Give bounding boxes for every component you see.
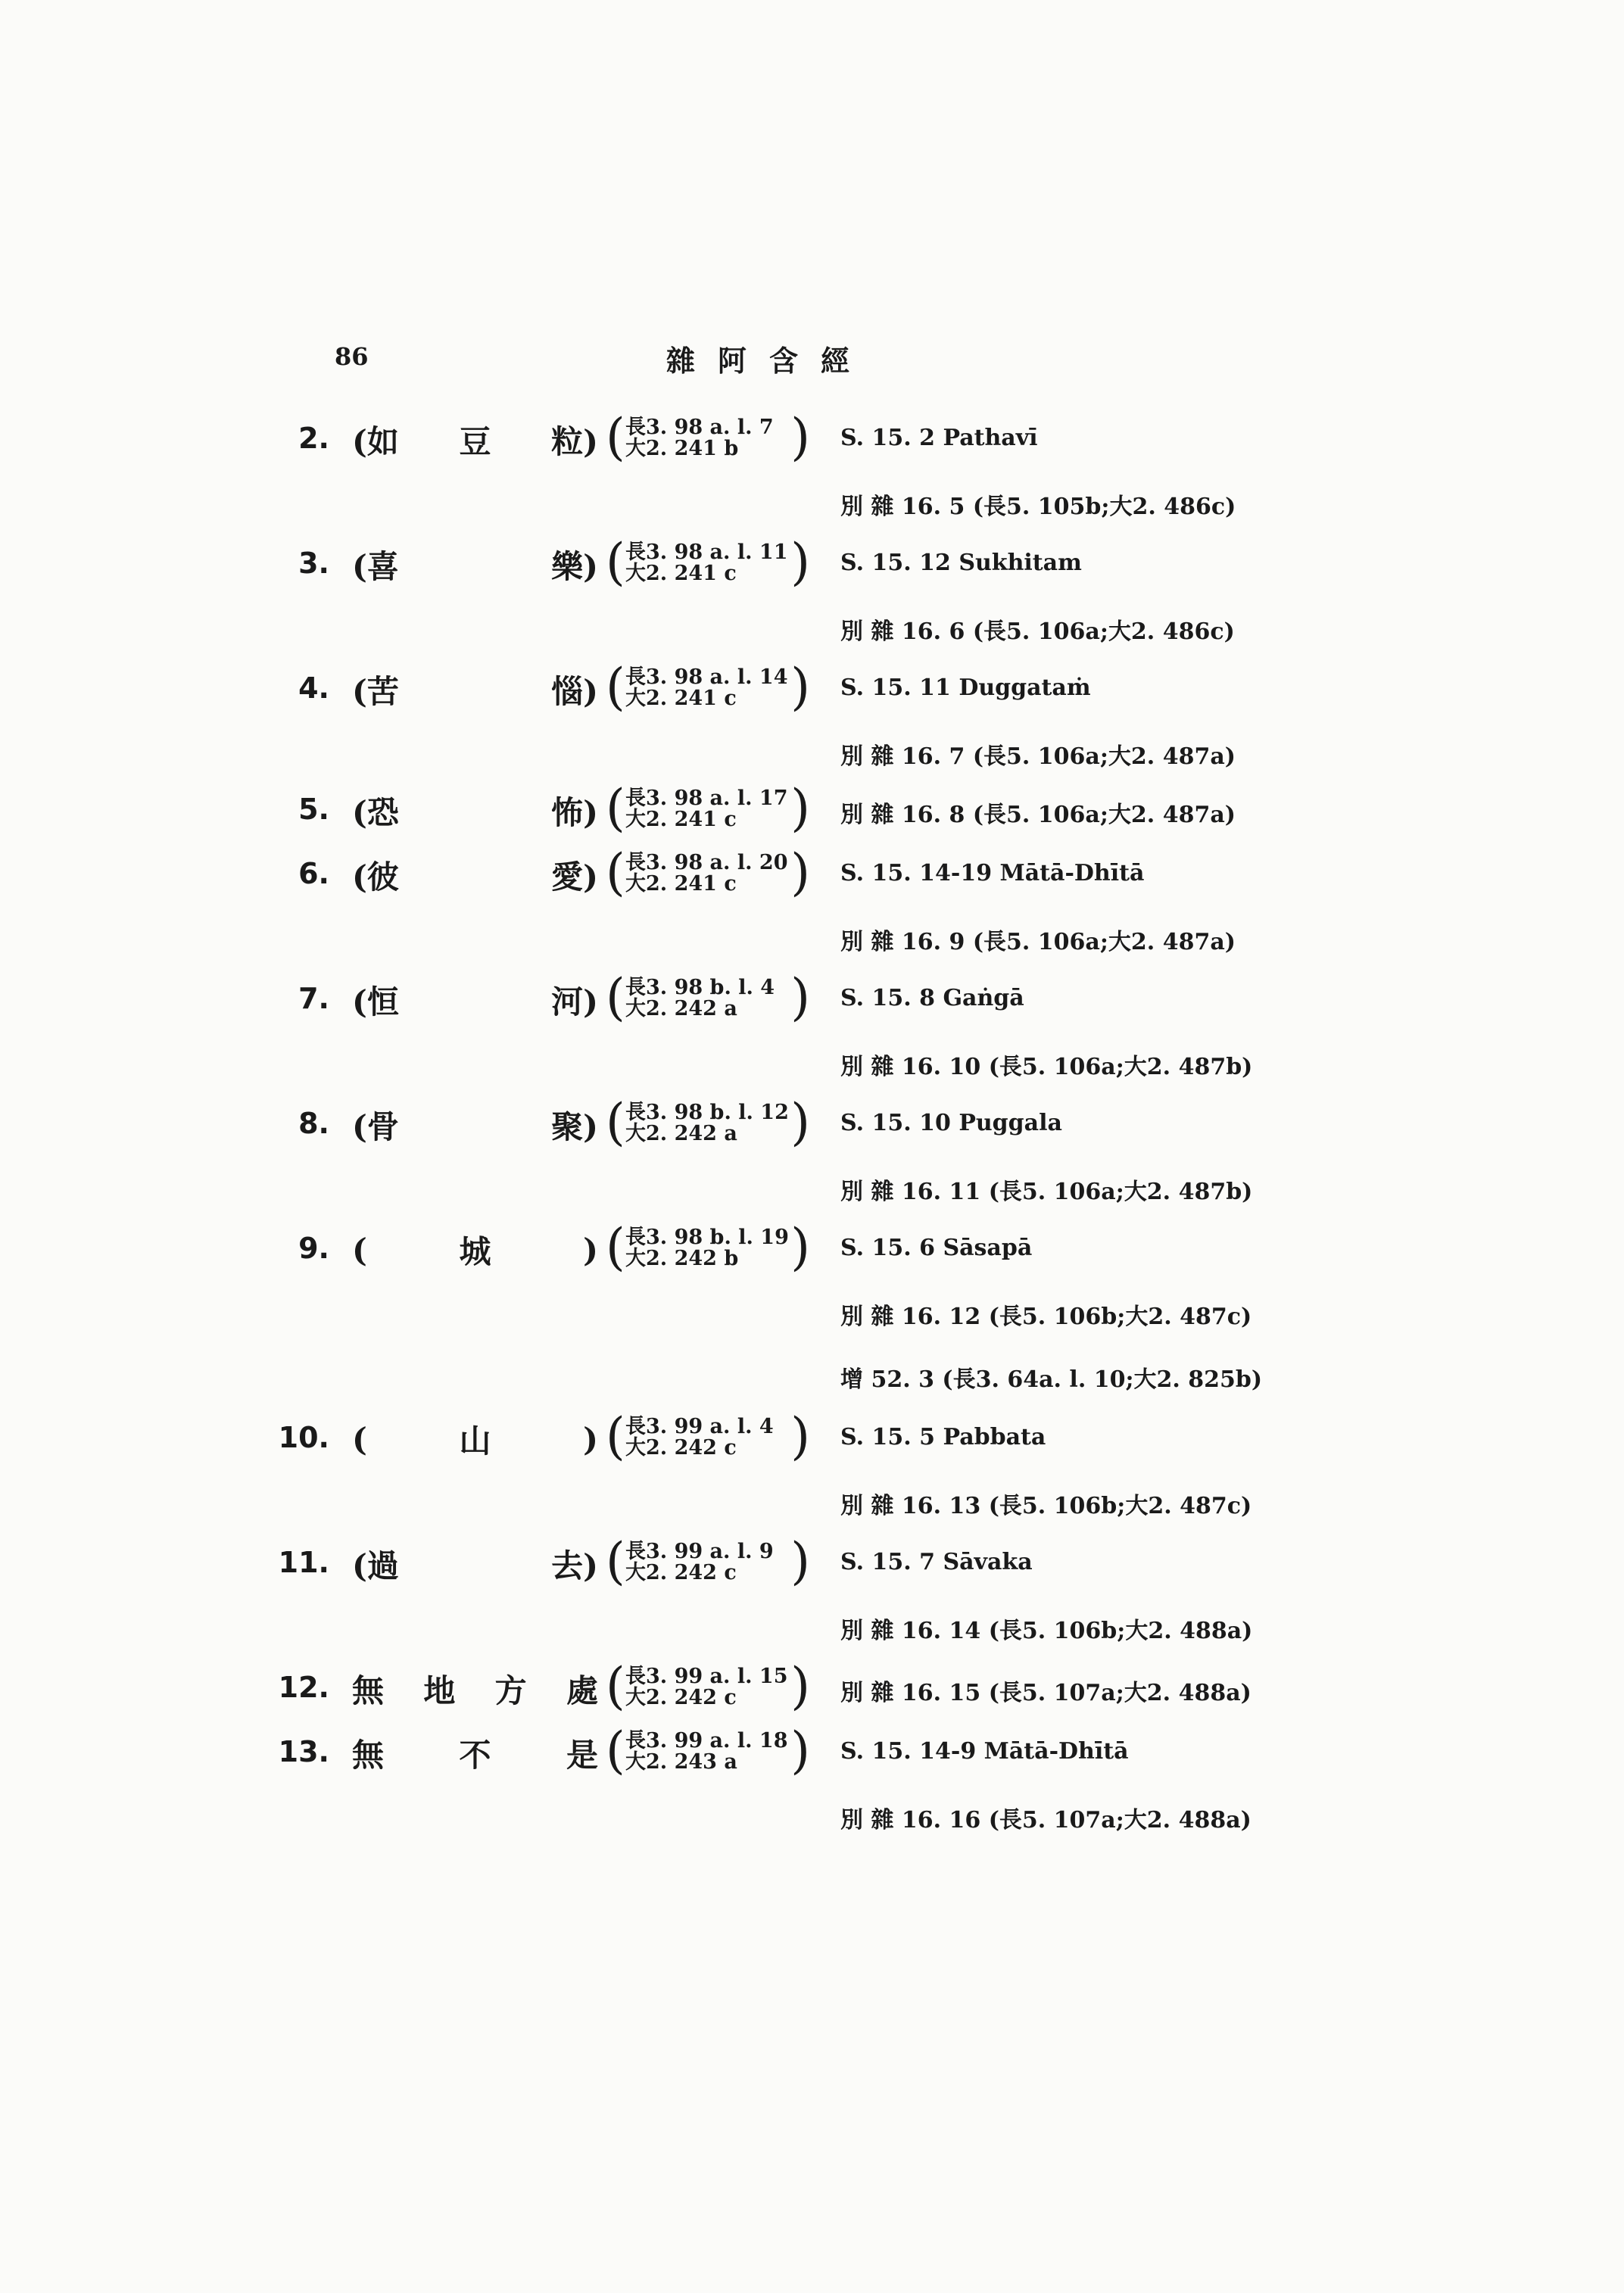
reference-top-line: 長3. 98 a. l. 7 bbox=[625, 416, 774, 439]
entry-row bbox=[0, 1218, 1624, 1393]
parallel-reference: S. 15. 12 Sukhitam bbox=[840, 550, 1082, 576]
entry-title-char: 不 bbox=[459, 1737, 491, 1774]
parallel-reference: S. 15. 14-19 Mātā-Dhītā bbox=[840, 860, 1145, 886]
entry-title-char: (恒 bbox=[352, 983, 399, 1020]
parallel-reference: 別 雜 16. 11 (長5. 106a;大2. 487b) bbox=[840, 1179, 1253, 1205]
parallel-reference: S. 15. 2 Pathavī bbox=[840, 425, 1038, 451]
reference-top-line: 長3. 98 a. l. 14 bbox=[625, 665, 788, 689]
reference-open-paren: ( bbox=[606, 658, 625, 716]
parallel-reference: 別 雜 16. 9 (長5. 106a;大2. 487a) bbox=[840, 929, 1236, 955]
reference-close-paren: ) bbox=[790, 1721, 810, 1780]
entry-title-char: 聚) bbox=[551, 1108, 598, 1145]
entry-row bbox=[0, 1721, 1624, 1833]
entry-number: 12. bbox=[278, 1671, 329, 1704]
entry-title-char: 豆 bbox=[459, 423, 491, 460]
entry-number: 3. bbox=[298, 547, 329, 580]
reference-open-paren: ( bbox=[606, 1532, 625, 1590]
parallel-reference: 別 雜 16. 6 (長5. 106a;大2. 486c) bbox=[840, 618, 1235, 645]
page-number: 86 bbox=[335, 342, 369, 371]
entry-reference bbox=[606, 1093, 810, 1151]
entry-title-char: 惱) bbox=[551, 673, 598, 710]
reference-close-paren: ) bbox=[790, 1407, 810, 1466]
reference-top-line: 長3. 99 a. l. 18 bbox=[625, 1729, 788, 1752]
parallel-reference: S. 15. 10 Puggala bbox=[840, 1110, 1062, 1136]
parallel-reference: 增 52. 3 (長3. 64a. l. 10;大2. 825b) bbox=[840, 1366, 1263, 1393]
entry-title-char: 城 bbox=[459, 1233, 491, 1270]
reference-open-paren: ( bbox=[606, 779, 625, 837]
entry-number: 10. bbox=[278, 1421, 329, 1454]
entry-title-char: 樂) bbox=[551, 548, 598, 585]
reference-open-paren: ( bbox=[606, 1721, 625, 1780]
reference-open-paren: ( bbox=[606, 533, 625, 591]
entry-number: 11. bbox=[278, 1546, 329, 1579]
entry-reference bbox=[606, 1407, 810, 1466]
reference-top-line: 長3. 98 a. l. 17 bbox=[625, 787, 788, 810]
page-title: 雜阿含經 bbox=[666, 344, 873, 378]
entry-title-char: ) bbox=[583, 1231, 598, 1269]
entry-title-char: ) bbox=[583, 1420, 598, 1458]
entry-title-char: 河) bbox=[551, 983, 598, 1020]
entry-row bbox=[0, 1093, 1624, 1205]
parallel-reference: S. 15. 5 Pabbata bbox=[840, 1424, 1046, 1450]
reference-bottom-line: 大2. 242 a bbox=[625, 997, 737, 1020]
reference-top-line: 長3. 99 a. l. 4 bbox=[625, 1415, 774, 1438]
reference-close-paren: ) bbox=[790, 968, 810, 1027]
entry-reference bbox=[606, 533, 810, 591]
entry-title bbox=[352, 1418, 598, 1460]
entry-number: 2. bbox=[298, 422, 329, 455]
reference-close-paren: ) bbox=[790, 1657, 810, 1715]
entry-title bbox=[352, 419, 598, 461]
reference-open-paren: ( bbox=[606, 843, 625, 902]
reference-close-paren: ) bbox=[790, 658, 810, 716]
parallel-reference: S. 15. 14-9 Mātā-Dhītā bbox=[840, 1738, 1129, 1765]
entry-title-char: 粒) bbox=[551, 423, 598, 460]
reference-top-line: 長3. 98 a. l. 11 bbox=[625, 541, 788, 564]
entry-title-char: (骨 bbox=[352, 1108, 399, 1145]
entry-title bbox=[352, 1732, 598, 1774]
entry-title-char: 處 bbox=[566, 1672, 598, 1709]
entry-number: 8. bbox=[298, 1107, 329, 1140]
entry-number: 9. bbox=[298, 1232, 329, 1265]
entry-title-char: 去) bbox=[551, 1547, 598, 1584]
entry-reference bbox=[606, 1721, 810, 1780]
reference-top-line: 長3. 99 a. l. 9 bbox=[625, 1540, 774, 1563]
entry-number: 6. bbox=[298, 857, 329, 890]
reference-close-paren: ) bbox=[790, 1218, 810, 1276]
entry-title-char: ( bbox=[352, 1231, 367, 1269]
entry-row bbox=[0, 408, 1624, 520]
entry-reference bbox=[606, 1657, 810, 1715]
reference-bottom-line: 大2. 242 c bbox=[625, 1686, 737, 1709]
entry-title bbox=[352, 1668, 598, 1710]
parallel-reference: S. 15. 6 Sāsapā bbox=[840, 1235, 1033, 1261]
entry-title-char: 地 bbox=[423, 1672, 456, 1709]
entry-title-char: 無 bbox=[352, 1672, 385, 1709]
reference-close-paren: ) bbox=[790, 1532, 810, 1590]
parallel-reference: 別 雜 16. 16 (長5. 107a;大2. 488a) bbox=[840, 1807, 1252, 1833]
entry-reference bbox=[606, 408, 810, 466]
reference-close-paren: ) bbox=[790, 533, 810, 591]
reference-bottom-line: 大2. 243 a bbox=[625, 1750, 737, 1774]
entry-title bbox=[352, 668, 598, 711]
entry-row bbox=[0, 1407, 1624, 1519]
entry-title-char: ( bbox=[352, 1420, 367, 1458]
entry-row bbox=[0, 779, 1624, 837]
reference-top-line: 長3. 98 b. l. 12 bbox=[625, 1101, 789, 1124]
parallel-reference: 別 雜 16. 5 (長5. 105b;大2. 486c) bbox=[840, 494, 1236, 520]
parallel-reference: 別 雜 16. 12 (長5. 106b;大2. 487c) bbox=[840, 1304, 1252, 1330]
parallel-reference: S. 15. 7 Sāvaka bbox=[840, 1549, 1033, 1575]
entry-title-char: (如 bbox=[352, 423, 399, 460]
entry-row bbox=[0, 533, 1624, 645]
entry-title bbox=[352, 1104, 598, 1146]
entry-reference bbox=[606, 658, 810, 716]
reference-close-paren: ) bbox=[790, 408, 810, 466]
entry-title bbox=[352, 854, 598, 896]
reference-bottom-line: 大2. 241 b bbox=[625, 437, 739, 460]
parallel-reference: 別 雜 16. 7 (長5. 106a;大2. 487a) bbox=[840, 743, 1236, 770]
reference-bottom-line: 大2. 241 c bbox=[625, 562, 737, 585]
entry-row bbox=[0, 1532, 1624, 1644]
reference-open-paren: ( bbox=[606, 1657, 625, 1715]
entry-reference bbox=[606, 1218, 810, 1276]
entry-title-char: (恐 bbox=[352, 794, 399, 831]
entry-number: 7. bbox=[298, 982, 329, 1015]
reference-open-paren: ( bbox=[606, 1407, 625, 1466]
reference-bottom-line: 大2. 241 c bbox=[625, 872, 737, 896]
reference-top-line: 長3. 99 a. l. 15 bbox=[625, 1665, 788, 1688]
entry-number: 5. bbox=[298, 793, 329, 826]
reference-bottom-line: 大2. 242 c bbox=[625, 1436, 737, 1460]
reference-bottom-line: 大2. 242 b bbox=[625, 1247, 739, 1270]
entry-title-char: 是 bbox=[566, 1737, 598, 1774]
parallel-reference: 別 雜 16. 15 (長5. 107a;大2. 488a) bbox=[840, 1680, 1252, 1706]
entry-row bbox=[0, 843, 1624, 955]
reference-close-paren: ) bbox=[790, 1093, 810, 1151]
reference-top-line: 長3. 98 b. l. 4 bbox=[625, 976, 775, 999]
reference-open-paren: ( bbox=[606, 968, 625, 1027]
reference-top-line: 長3. 98 b. l. 19 bbox=[625, 1226, 789, 1249]
reference-bottom-line: 大2. 242 c bbox=[625, 1561, 737, 1584]
entry-row bbox=[0, 1657, 1624, 1715]
reference-open-paren: ( bbox=[606, 408, 625, 466]
entry-row bbox=[0, 658, 1624, 770]
parallel-reference: 別 雜 16. 10 (長5. 106a;大2. 487b) bbox=[840, 1054, 1253, 1080]
reference-open-paren: ( bbox=[606, 1093, 625, 1151]
entry-title bbox=[352, 1229, 598, 1271]
entry-title-char: 怖) bbox=[551, 794, 598, 831]
reference-top-line: 長3. 98 a. l. 20 bbox=[625, 851, 788, 874]
parallel-reference: 別 雜 16. 14 (長5. 106b;大2. 488a) bbox=[840, 1618, 1253, 1644]
entry-row bbox=[0, 968, 1624, 1080]
entry-title-char: (苦 bbox=[352, 673, 399, 710]
entry-title bbox=[352, 544, 598, 586]
parallel-reference: S. 15. 11 Duggataṁ bbox=[840, 675, 1091, 701]
parallel-reference: 別 雜 16. 8 (長5. 106a;大2. 487a) bbox=[840, 802, 1236, 828]
entry-title-char: 無 bbox=[352, 1737, 385, 1774]
reference-open-paren: ( bbox=[606, 1218, 625, 1276]
entry-title-char: 山 bbox=[459, 1422, 491, 1460]
parallel-reference: S. 15. 8 Gaṅgā bbox=[840, 985, 1024, 1011]
entry-title-char: 愛) bbox=[551, 858, 598, 896]
entry-reference bbox=[606, 843, 810, 902]
entry-number: 13. bbox=[278, 1735, 329, 1768]
entry-title-char: (喜 bbox=[352, 548, 399, 585]
entry-number: 4. bbox=[298, 671, 329, 705]
entry-reference bbox=[606, 779, 810, 837]
entry-reference bbox=[606, 1532, 810, 1590]
reference-close-paren: ) bbox=[790, 843, 810, 902]
entry-title bbox=[352, 979, 598, 1021]
entry-reference bbox=[606, 968, 810, 1027]
reference-bottom-line: 大2. 242 a bbox=[625, 1122, 737, 1145]
parallel-reference: 別 雜 16. 13 (長5. 106b;大2. 487c) bbox=[840, 1493, 1252, 1519]
entry-title bbox=[352, 1543, 598, 1585]
entry-title-char: 方 bbox=[494, 1672, 527, 1709]
entry-title-char: (過 bbox=[352, 1547, 399, 1584]
entry-title bbox=[352, 790, 598, 832]
reference-bottom-line: 大2. 241 c bbox=[625, 687, 737, 710]
entry-title-char: (彼 bbox=[352, 858, 399, 896]
reference-close-paren: ) bbox=[790, 779, 810, 837]
reference-bottom-line: 大2. 241 c bbox=[625, 808, 737, 831]
